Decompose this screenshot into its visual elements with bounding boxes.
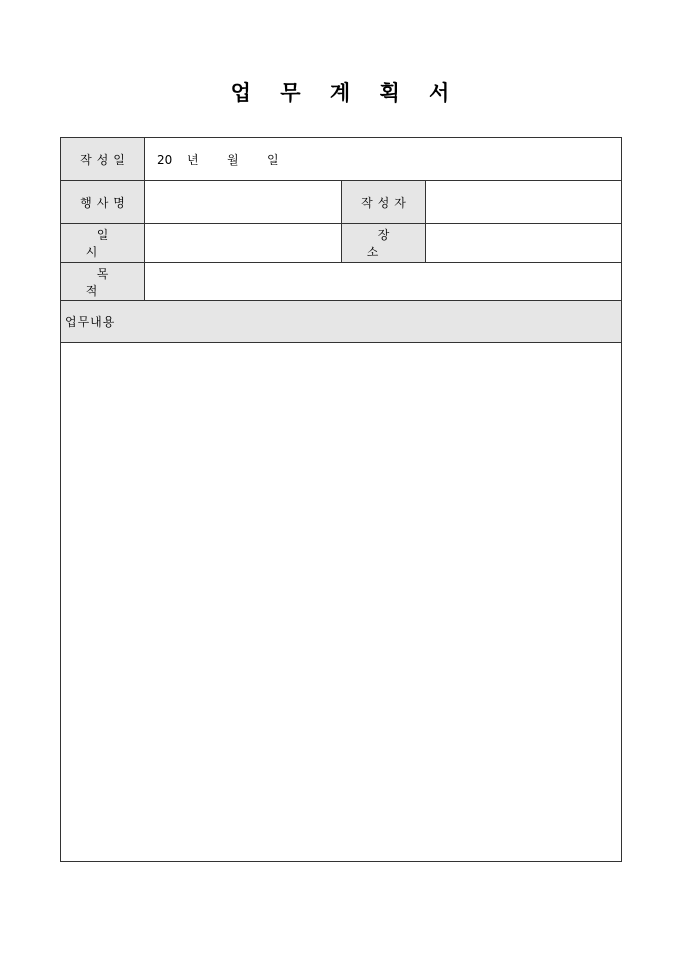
date-year: 20 xyxy=(157,152,173,167)
label-date: 작성일 xyxy=(61,138,145,181)
purpose-field[interactable] xyxy=(145,263,622,301)
row-date xyxy=(61,138,622,181)
date-day-unit: 일 xyxy=(267,152,279,167)
row-content xyxy=(61,343,622,862)
date-month-unit: 월 xyxy=(227,152,239,167)
label-place: 장소 xyxy=(342,224,426,263)
row-datetime xyxy=(61,224,622,263)
work-plan-form xyxy=(60,137,622,862)
work-content-area[interactable] xyxy=(61,343,622,862)
document-title: 업 무 계 획 서 xyxy=(230,80,461,105)
label-datetime: 일시 xyxy=(61,224,145,263)
date-year-unit: 년 xyxy=(187,152,199,167)
author-field[interactable] xyxy=(426,181,622,224)
label-event-name: 행사명 xyxy=(61,181,145,224)
row-event xyxy=(61,181,622,224)
label-author: 작성자 xyxy=(342,181,426,224)
row-section-header xyxy=(61,301,622,343)
datetime-field[interactable] xyxy=(145,224,342,263)
event-name-field[interactable] xyxy=(145,181,342,224)
row-purpose xyxy=(61,263,622,301)
label-work-content: 업무내용 xyxy=(61,301,622,343)
date-field[interactable] xyxy=(145,138,622,181)
label-purpose: 목적 xyxy=(61,263,145,301)
place-field[interactable] xyxy=(426,224,622,263)
